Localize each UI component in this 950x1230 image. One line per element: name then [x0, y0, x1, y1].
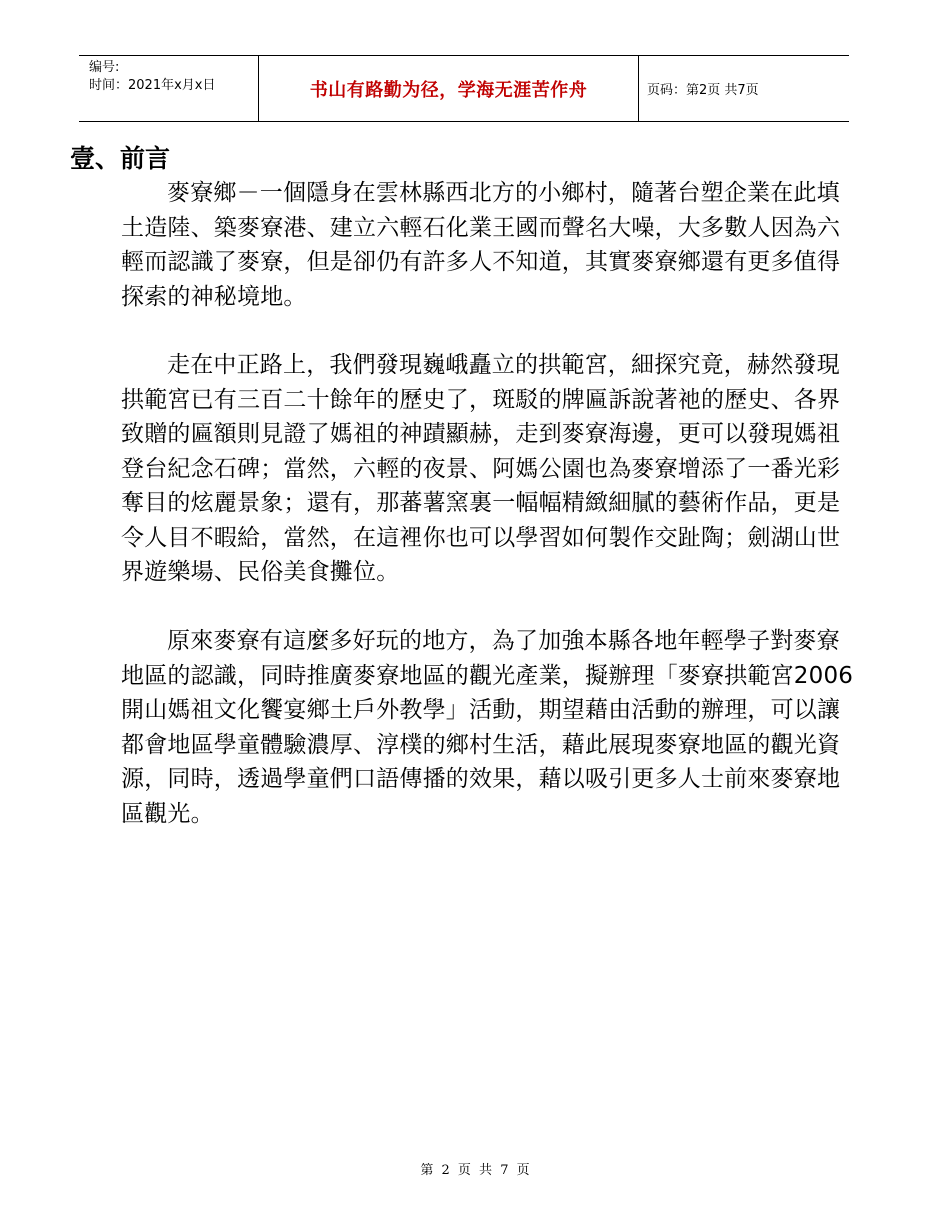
body-paragraph-1: 麥寮鄉－一個隱身在雲林縣西北方的小鄉村，隨著台塑企業在此填土造陸、築麥寮港、建立六輕石化業王國而聲名大噪，大多數人因為六輕而認識了麥寮，但是卻仍有許多人不知道，其實麥寮鄉還有更多值得探索的神秘境地。 [121, 180, 841, 310]
section-title: 壹、前言 [70, 144, 171, 173]
page-code: 页码：第2页 共7页 [647, 83, 759, 98]
page-footer: 第 2 页 共 7 页 [420, 1163, 530, 1178]
header-page-cell [639, 56, 849, 121]
header-left-cell [79, 56, 259, 121]
body-paragraph-3: 原來麥寮有這麼多好玩的地方，為了加強本縣各地年輕學子對麥寮地區的認識，同時推廣麥寮地區的觀光產業，擬辦理「麥寮拱範宮2006開山媽祖文化饗宴鄉土戶外教學」活動，期望藉由活動的辦理，可以讓都會地區學童體驗濃厚、淳樸的鄉村生活，藉此展現麥寮地區的觀光資源，同時，透過學童們口語傳播的效果，藉以吸引更多人士前來麥寮地區觀光。 [121, 628, 854, 827]
number-label: 编号: [89, 60, 120, 75]
time-label: 时间：2021年x月x日 [89, 78, 216, 93]
motto-text: 书山有路勤为径，学海无涯苦作舟 [309, 79, 588, 101]
header-motto-cell [259, 56, 639, 121]
page-header [79, 55, 849, 122]
body-paragraph-2: 走在中正路上，我們發現巍峨矗立的拱範宮，細探究竟，赫然發現拱範宮已有三百二十餘年的歷史了，斑駁的牌匾訴說著祂的歷史、各界致贈的匾額則見證了媽祖的神蹟顯赫，走到麥寮海邊，更可以發現媽祖登台紀念石碑；當然，六輕的夜景、阿媽公園也為麥寮增添了一番光彩奪目的炫麗景象；還有，那蕃薯窯裏一幅幅精緻細膩的藝術作品，更是令人目不暇給，當然，在這裡你也可以學習如何製作交趾陶；劍湖山世界遊樂場、民俗美食攤位。 [121, 352, 841, 585]
